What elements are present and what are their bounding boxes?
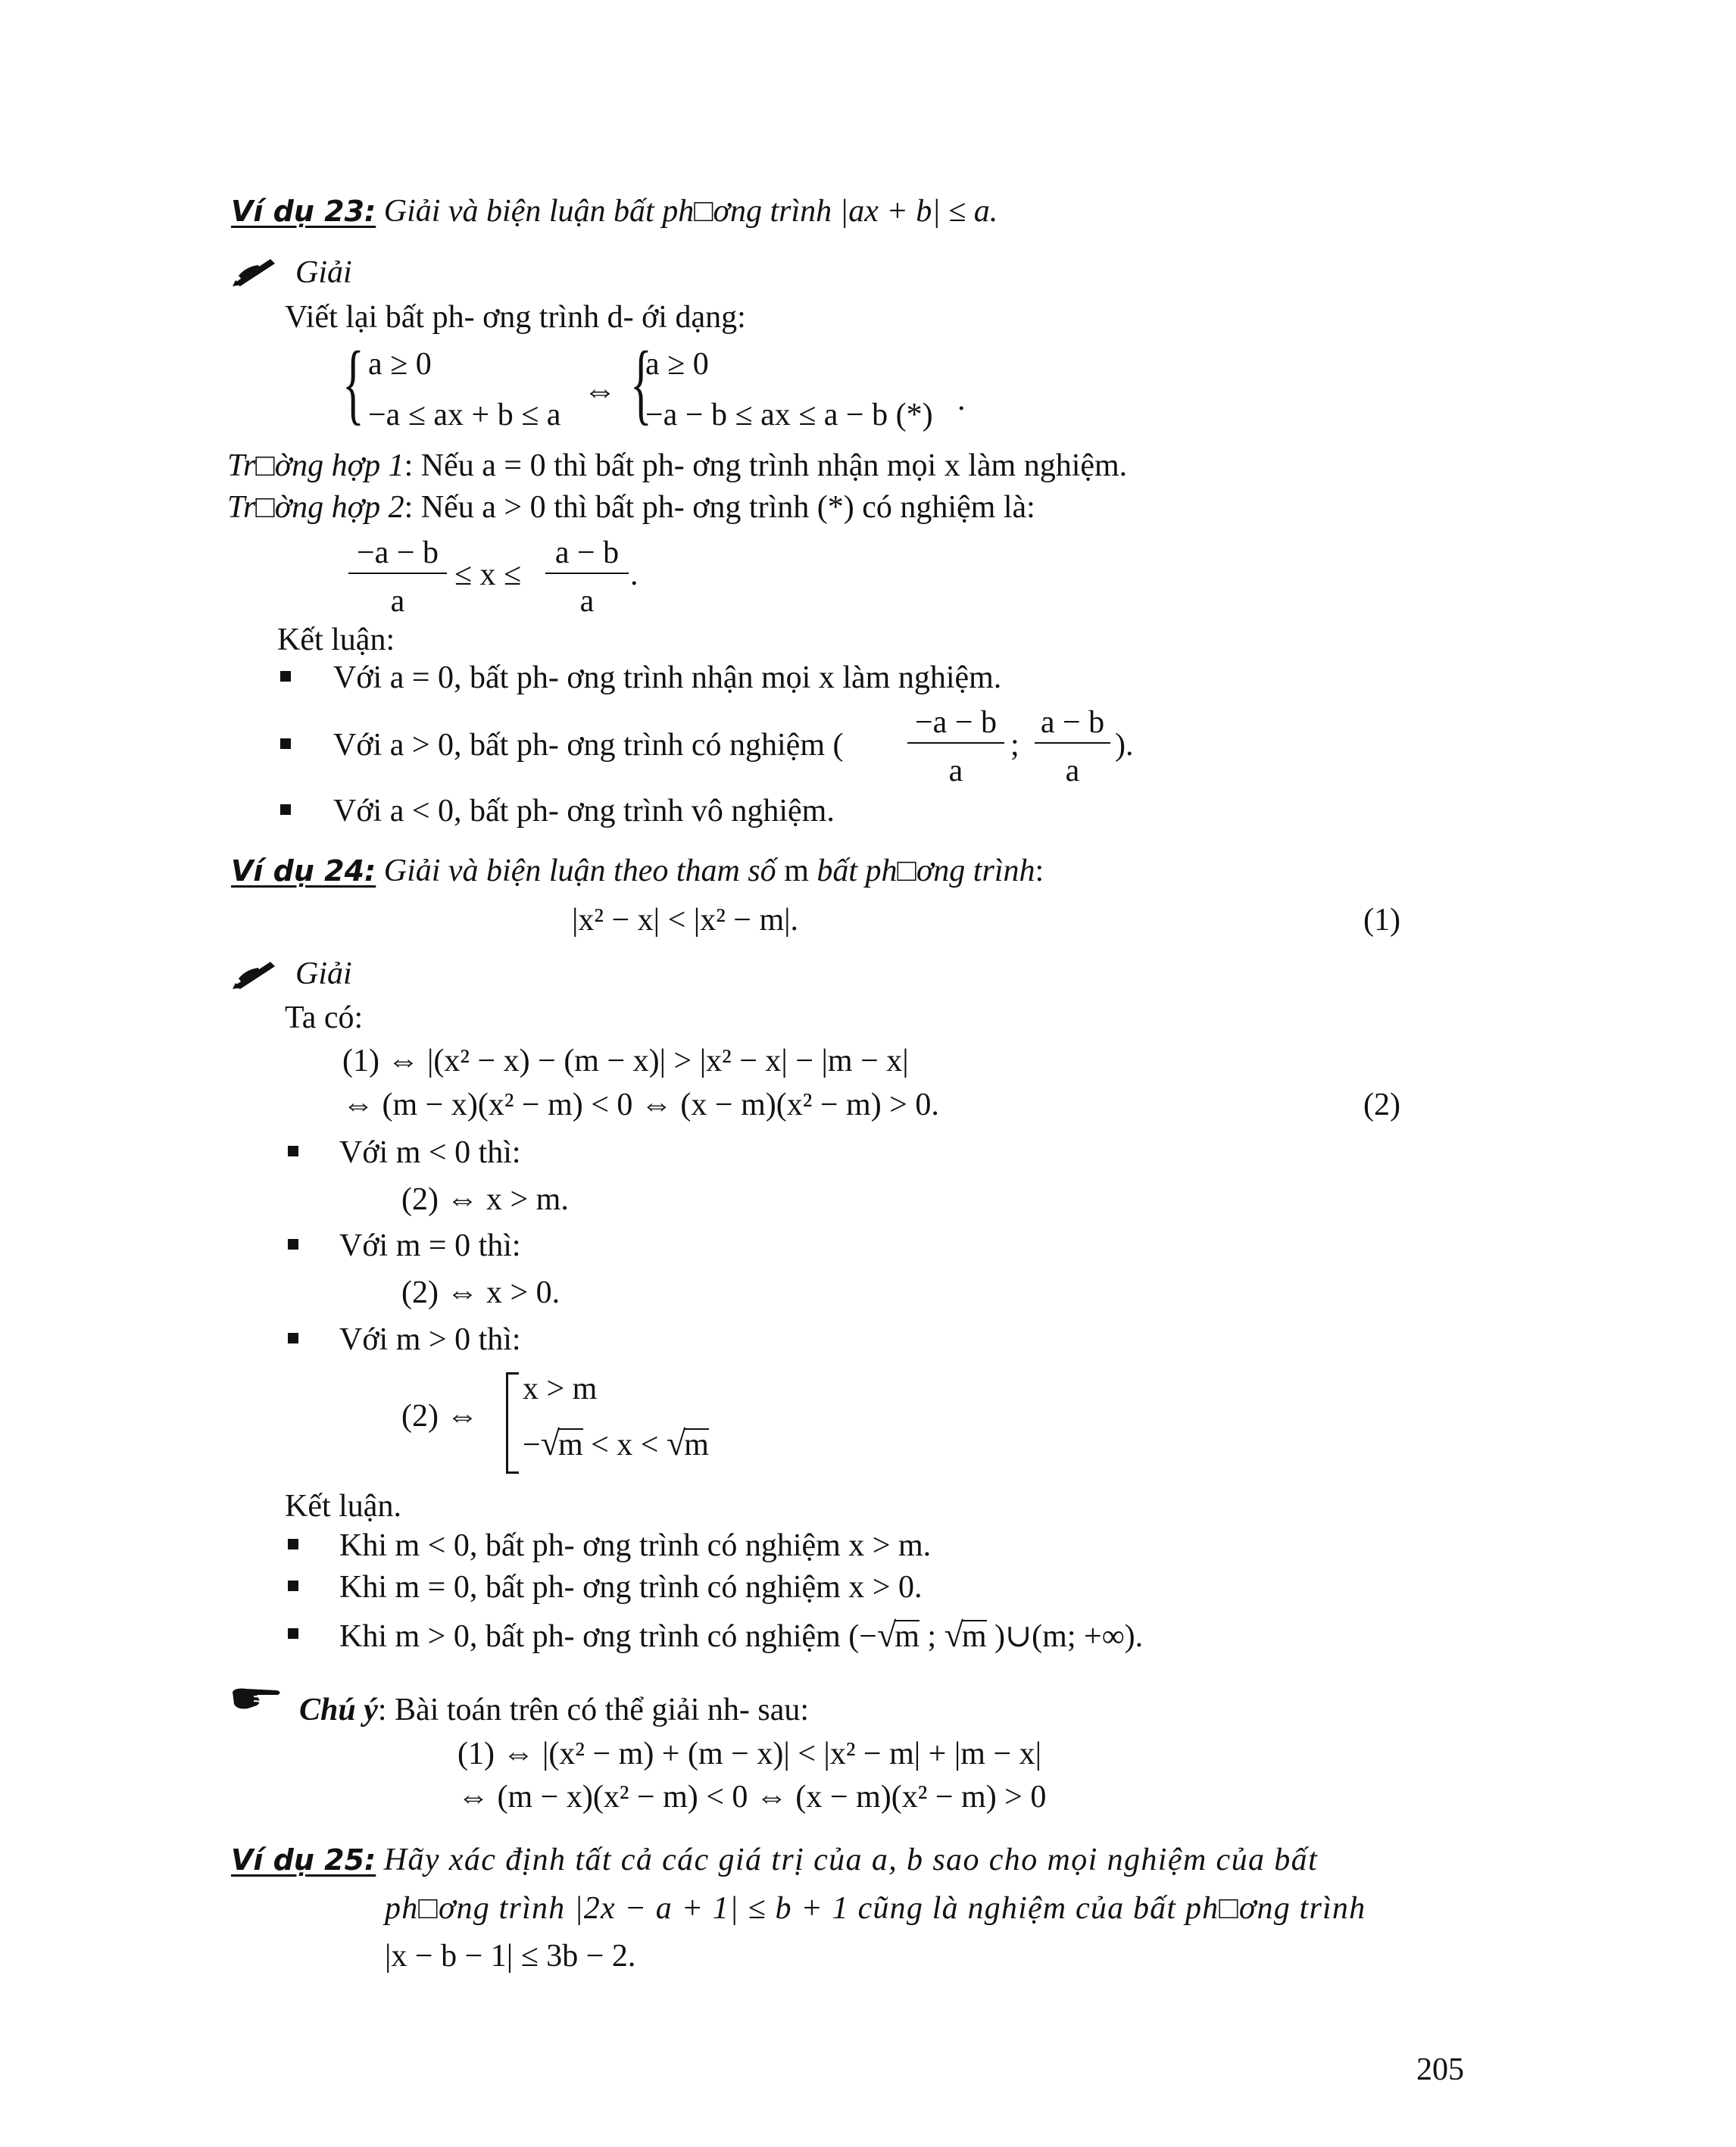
case-m-positive: Với m > 0 thì: [339,1322,521,1357]
example-23-rewrite: Viết lại bất ph- ơng trình d- ới dạng: [285,300,746,335]
case-m-positive-line-2: −√m < x < √m [523,1424,709,1462]
square-bullet-icon [288,1628,298,1639]
case-m-negative: Với m < 0 thì: [339,1135,521,1170]
case-m-positive-lhs: (2) ⇔ [401,1399,479,1434]
case-m-zero-result: (2) ⇔ x > 0. [401,1275,560,1310]
example-24-conclusion: Kết luận. [285,1489,401,1524]
note-text: : Bài toán trên có thể giải nh- sau: [377,1693,810,1727]
note-label: Chú ý [299,1693,378,1727]
case-1-label: Tr□ờng hợp 1 [227,448,404,483]
pointing-hand-icon [231,1686,284,1712]
example-23-conclusion: Kết luận: [277,623,395,657]
example-23-bullet-1: Với a = 0, bất ph- ơng trình nhận mọi x làm nghiệm. [333,660,1002,695]
note-line-1: (1) ⇔ |(x² − m) + (m − x)| < |x² − m| + |m − x| [457,1737,1042,1771]
page-number: 205 [1416,2052,1464,2087]
system2-line2: −a − b ≤ ax ≤ a − b (*) [645,398,933,432]
sqrt-symbol: √ [540,1424,560,1462]
fraction: $\frac{-a - b}{a}$ [907,703,1004,791]
example-24-conclusion-2: Khi m = 0, bất ph- ơng trình có nghiệm x > 0. [339,1570,923,1605]
example-24-taco: Ta có: [285,1000,364,1035]
square-bullet-icon [288,1539,298,1549]
example-23-solve-label: Giải [295,255,352,290]
example-25-label: Ví dụ 25: [231,1843,376,1877]
fraction: $\frac{-a - b}{a}$ [348,533,447,621]
writing-hand-icon [231,956,278,991]
square-bullet-icon [288,1581,298,1591]
iff-symbol: ⇔ [583,372,617,409]
system2-line1: a ≥ 0 [645,347,709,382]
square-bullet-icon [288,1333,298,1343]
example-24-heading: Ví dụ 24: Giải và biện luận theo tham số m bất ph□ơng trình: [231,853,1044,888]
sqrt-symbol: √ [944,1615,963,1654]
equation-1: |x² − x| < |x² − m|. [572,903,799,938]
square-bullet-icon [288,1239,298,1250]
case-2-text: : Nếu a > 0 thì bất ph- ơng trình (*) có nghiệm là: [404,490,1035,525]
left-brace: { [630,332,652,433]
square-bullet-icon [280,804,291,815]
case-m-positive-line-1: x > m [523,1372,598,1406]
equation-1-number: (1) [1363,903,1400,938]
case-1-text: : Nếu a = 0 thì bất ph- ơng trình nhận mọi x làm nghiệm. [404,448,1128,483]
example-25-heading [231,1840,1318,1880]
example-24-solve-label: Giải [295,956,352,991]
example-24-line-2: ⇔ (m − x)(x² − m) < 0 ⇔ (x − m)(x² − m) > 0. [342,1088,939,1122]
example-25-line-3: |x − b − 1| ≤ 3b − 2. [385,1939,636,1974]
example-25-line-1: Hãy xác định tất cả các giá trị của a, b sao cho mọi nghiệm của bất [383,1843,1319,1877]
example-25-line-2: ph□ơng trình |2x − a + 1| ≤ b + 1 cũng là nghiệm của bất ph□ơng trình [385,1891,1366,1926]
example-23-bullet-2-post: ). [1115,728,1134,763]
system1-line1: a ≥ 0 [368,347,432,382]
system-end-dot: . [957,382,966,417]
case-1 [227,446,1127,485]
case-2-label: Tr□ờng hợp 2 [227,490,404,525]
square-bullet-icon [288,1146,298,1156]
example-23-bullet-3: Với a < 0, bất ph- ơng trình vô nghiệm. [333,794,835,829]
example-24-conclusion-1: Khi m < 0, bất ph- ơng trình có nghiệm x > m. [339,1528,932,1563]
writing-hand-icon [231,253,278,288]
example-24-line-1: (1) ⇔ |(x² − x) − (m − x)| > |x² − x| − |m − x| [342,1044,909,1078]
example-23-label: Ví dụ 23: [231,195,376,228]
example-23-heading [231,192,998,231]
square-bullet-icon [280,671,291,682]
separator: ; [1010,728,1019,763]
sqrt-symbol: √ [876,1615,897,1654]
case-m-negative-result: (2) ⇔ x > m. [401,1182,569,1217]
example-24-label: Ví dụ 24: [231,854,376,888]
square-bullet-icon [280,738,291,749]
sqrt-symbol: √ [666,1424,686,1462]
system1-line2: −a ≤ ax + b ≤ a [368,398,561,432]
note [299,1690,809,1730]
fraction: $\frac{a - b}{a}$ [545,533,629,621]
left-bracket [506,1372,519,1474]
left-brace: { [342,332,364,433]
case-m-zero: Với m = 0 thì: [339,1228,521,1263]
example-23-problem: Giải và biện luận bất ph□ơng trình |ax + b| ≤ a. [383,194,998,229]
note-line-2: ⇔ (m − x)(x² − m) < 0 ⇔ (x − m)(x² − m) > 0 [457,1780,1047,1815]
fraction-dot: . [630,557,639,592]
equation-2-number: (2) [1363,1088,1400,1122]
example-23-bullet-2-pre: Với a > 0, bất ph- ơng trình có nghiệm ( [333,728,844,763]
inequality-middle: ≤ x ≤ [454,557,522,592]
example-24-conclusion-3: Khi m > 0, bất ph- ơng trình có nghiệm (−√m ; √m )∪(m; +∞). [339,1615,1144,1654]
fraction: $\frac{a - b}{a}$ [1035,703,1110,791]
case-2 [227,488,1035,527]
